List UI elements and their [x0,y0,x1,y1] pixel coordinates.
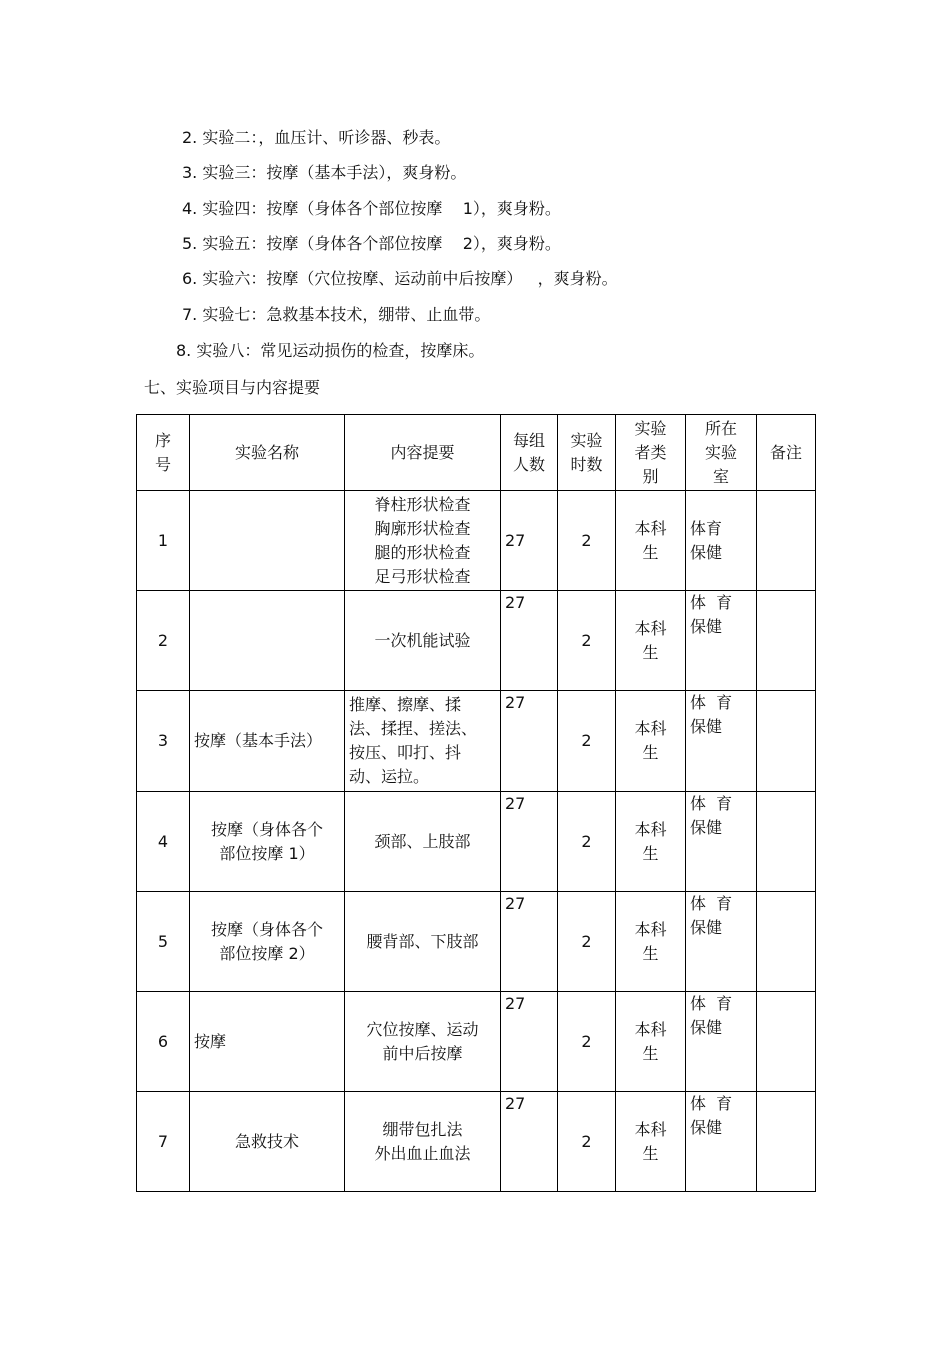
header-room: 所在 实验 室 [686,415,757,491]
header-type: 实验 者类 别 [616,415,686,491]
header-no: 序 号 [137,415,190,491]
cell-room: 体 育 保健 [686,591,757,691]
cell-hours: 2 [558,792,616,892]
cell-hours: 2 [558,1092,616,1192]
cell-no: 3 [137,691,190,792]
cell-room: 体 育 保健 [686,691,757,792]
cell-room: 体 育 保健 [686,792,757,892]
cell-content: 脊柱形状检查 胸廓形状检查 腿的形状检查 足弓形状检查 [345,491,501,591]
header-group: 每组 人数 [501,415,558,491]
table-row [137,792,816,892]
cell-room: 体育 保健 [686,491,757,591]
cell-name: 按摩 [190,992,345,1092]
cell-no: 6 [137,992,190,1092]
cell-no: 2 [137,591,190,691]
table-row [137,992,816,1092]
cell-name: 急救技术 [190,1092,345,1192]
experiment-table [136,414,816,1192]
cell-remark [757,691,816,792]
cell-group: 27 [501,992,558,1092]
cell-remark [757,992,816,1092]
cell-name: 按摩（基本手法） [190,691,345,792]
cell-group: 27 [501,792,558,892]
cell-group: 27 [501,491,558,591]
cell-remark [757,892,816,992]
table-row [137,591,816,691]
cell-content: 一次机能试验 [345,591,501,691]
cell-content: 推摩、擦摩、揉 法、揉捏、搓法、 按压、叩打、抖 动、运拉。 [345,691,501,792]
list-item: 4. 实验四：按摩（身体各个部位按摩 1），爽身粉。 [182,199,561,218]
cell-hours: 2 [558,892,616,992]
cell-name: 按摩（身体各个 部位按摩 1） [190,792,345,892]
cell-remark [757,591,816,691]
cell-content: 腰背部、下肢部 [345,892,501,992]
cell-group: 27 [501,1092,558,1192]
header-content: 内容提要 [345,415,501,491]
header-hours: 实验 时数 [558,415,616,491]
cell-name [190,491,345,591]
table-row [137,1092,816,1192]
list-item: 2. 实验二：，血压计、听诊器、秒表。 [182,128,451,147]
cell-room: 体 育 保健 [686,992,757,1092]
cell-group: 27 [501,591,558,691]
cell-room: 体 育 保健 [686,1092,757,1192]
cell-type: 本科 生 [616,491,686,591]
cell-type: 本科 生 [616,992,686,1092]
cell-type: 本科 生 [616,591,686,691]
table-row [137,892,816,992]
header-name: 实验名称 [190,415,345,491]
cell-no: 1 [137,491,190,591]
cell-remark [757,491,816,591]
cell-hours: 2 [558,691,616,792]
list-item: 3. 实验三：按摩（基本手法），爽身粉。 [182,163,467,182]
table-row [137,691,816,792]
cell-content: 穴位按摩、运动 前中后按摩 [345,992,501,1092]
table-header-row [137,415,816,491]
list-item: 7. 实验七：急救基本技术，绷带、止血带。 [182,305,491,324]
cell-type: 本科 生 [616,792,686,892]
cell-group: 27 [501,691,558,792]
cell-no: 4 [137,792,190,892]
list-item: 8. 实验八：常见运动损伤的检查，按摩床。 [176,341,485,360]
cell-type: 本科 生 [616,892,686,992]
cell-content: 颈部、上肢部 [345,792,501,892]
section-heading: 七、实验项目与内容提要 [144,378,321,397]
cell-type: 本科 生 [616,691,686,792]
cell-type: 本科 生 [616,1092,686,1192]
cell-content: 绷带包扎法 外出血止血法 [345,1092,501,1192]
cell-hours: 2 [558,491,616,591]
cell-hours: 2 [558,992,616,1092]
header-remark: 备注 [757,415,816,491]
cell-remark [757,792,816,892]
cell-hours: 2 [558,591,616,691]
cell-group: 27 [501,892,558,992]
list-item: 6. 实验六：按摩（穴位按摩、运动前中后按摩） ，爽身粉。 [182,269,618,288]
cell-remark [757,1092,816,1192]
list-item: 5. 实验五：按摩（身体各个部位按摩 2），爽身粉。 [182,234,561,253]
cell-name [190,591,345,691]
cell-name: 按摩（身体各个 部位按摩 2） [190,892,345,992]
cell-no: 5 [137,892,190,992]
cell-no: 7 [137,1092,190,1192]
table-row [137,491,816,591]
cell-room: 体 育 保健 [686,892,757,992]
